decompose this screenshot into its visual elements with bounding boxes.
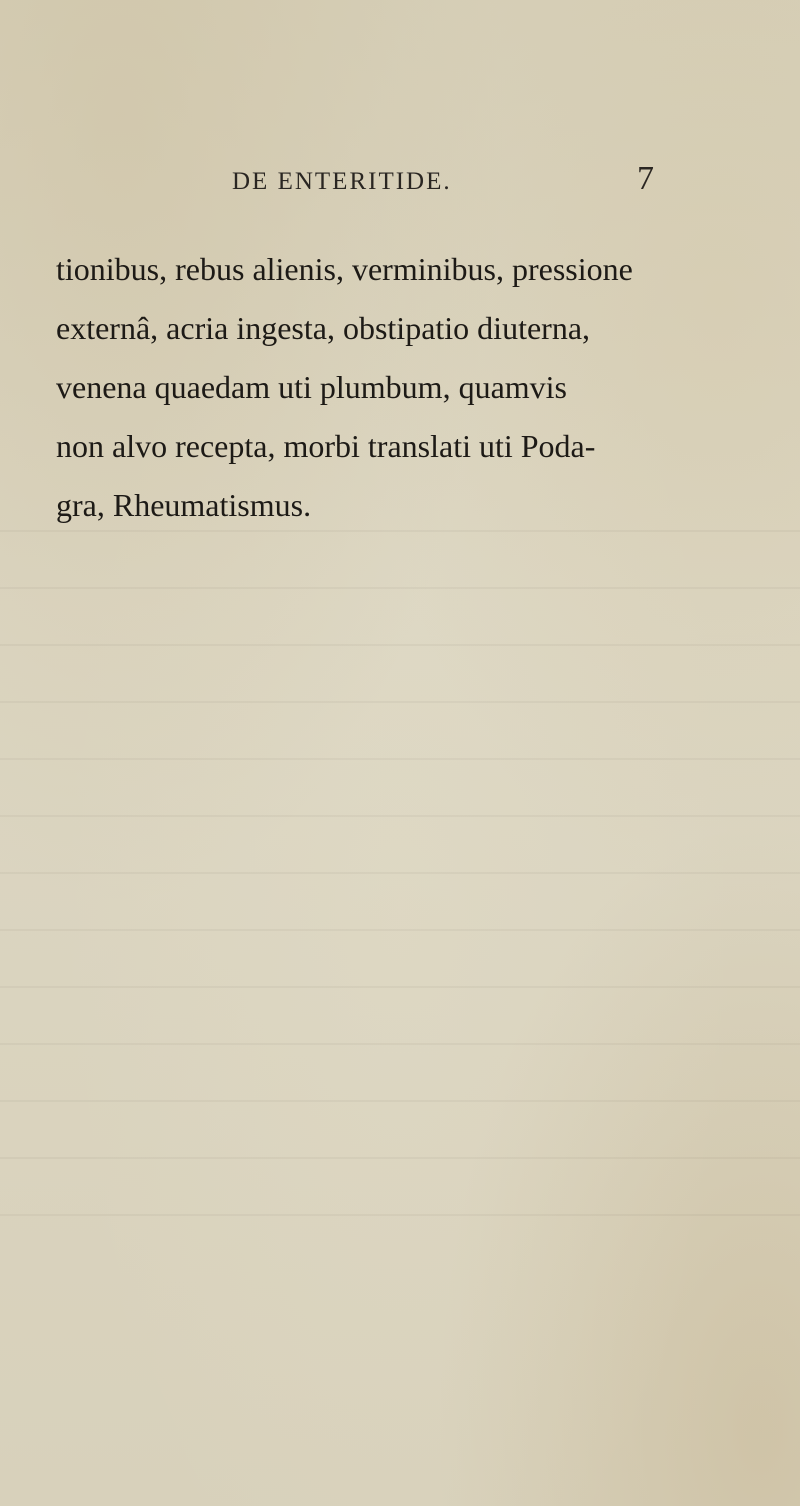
running-head: DE ENTERITIDE. (232, 168, 452, 195)
text-line: externâ, acria ingesta, obstipatio diuterna, (56, 310, 591, 346)
show-through-texture (0, 530, 800, 1230)
text-line: tionibus, rebus alienis, verminibus, pressione (56, 251, 633, 287)
body-paragraph (56, 240, 666, 535)
text-line: gra, Rheumatismus. (56, 487, 312, 523)
text-line: non alvo recepta, morbi translati uti Poda- (56, 428, 596, 464)
text-line: venena quaedam uti plumbum, quamvis (56, 369, 567, 405)
page-number: 7 (637, 160, 654, 197)
